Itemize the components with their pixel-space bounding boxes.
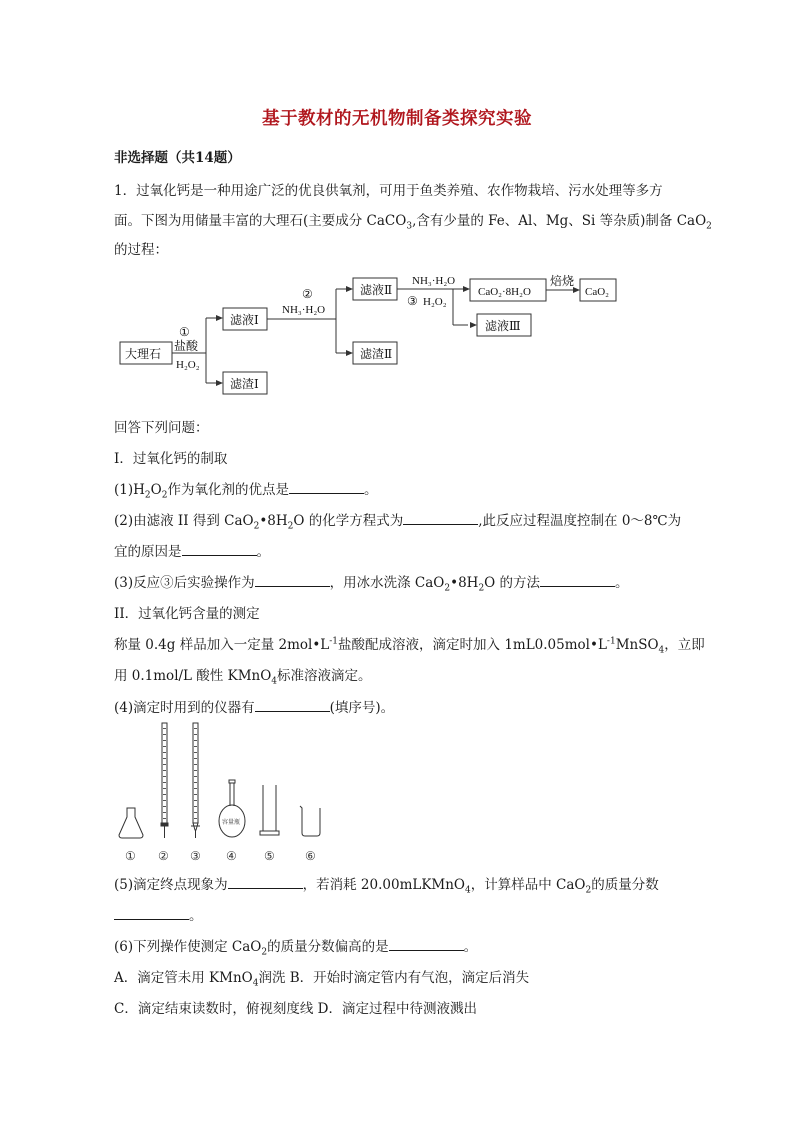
flow-step1-reagent-b: H₂O₂ [176,359,200,371]
beaker-icon [300,806,320,836]
measurement-line2: 用 0.1mol/L 酸性 KMnO$_4$标准溶液滴定。 [114,668,372,687]
question-1-6: (6)下列操作使测定 CaO$_2$的质量分数偏高的是 。 [114,935,477,955]
conical-flask-icon [119,808,143,838]
flow-node-final: CaO₂ [585,286,609,298]
question-1-3: (3)反应③后实验操作为 ，用冰水洗涤 $CaO_2•8H_2O$ 的方法 。 [114,571,629,591]
volumetric-flask-icon [219,780,245,837]
answer-blank-2b[interactable] [182,541,257,556]
section-header: 非选择题（共14题） [114,150,241,166]
flow-step3-reagent-a: NH₃·H₂O [412,275,456,287]
answer-prompt: 回答下列问题： [114,420,209,436]
burette-scale-ticks [163,728,197,819]
page-title: 基于教材的无机物制备类探究实验 [262,109,532,129]
answer-blank-3a[interactable] [255,572,330,587]
apparatus-label-5: ⑤ [264,849,275,863]
question-1-2-line2: 宜的原因是 。 [114,540,270,560]
flow-node-residue2: 滤渣Ⅱ [360,347,393,361]
flow-node-residue1: 滤渣Ⅰ [230,377,259,391]
apparatus-label-6: ⑥ [305,849,316,863]
answer-blank-1[interactable] [289,479,364,494]
answer-blank-3b[interactable] [540,572,615,587]
question-1-1: $(1)H_2O_2$作为氧化剂的优点是 。 [114,478,377,498]
apparatus-label-1: ① [125,849,136,863]
answer-blank-5a[interactable] [228,874,303,889]
process-flowchart [110,268,630,403]
flow-step4-label: 焙烧 [550,274,575,288]
part-2-header: II．过氧化钙含量的测定 [114,606,260,622]
flow-step2-number: ② [302,287,313,301]
flow-step3-reagent-b: H₂O₂ [423,296,447,308]
flow-step1-number: ① [179,325,190,339]
answer-blank-6[interactable] [389,936,464,951]
answer-blank-4[interactable] [255,697,330,712]
question-1-5-line2: 。 [114,904,203,924]
measurement-line1: 称量 0.4g 样品加入一定量 $2mol•L^{-1}$盐酸配成溶液，滴定时加入 $1mL0.05mol•L^{-1}MnSO_4$，立即 [114,636,705,656]
question-1-intro-line2: 面。下图为用储量丰富的大理石(主要成分 CaCO$_3$,含有少量的 Fe、Al、Mg、Si 等杂质)制备 CaO$_2$ [114,213,712,232]
volumetric-flask-label: 容量瓶 [222,820,241,826]
question-1-4: (4)滴定时用到的仪器有 (填序号)。 [114,696,394,716]
question-1-2-line1: (2)由滤液 II 得到 $CaO_2•8H_2O$ 的化学方程式为 ,此反应过程温度控制在 0～8℃为 [114,509,681,529]
flow-node-hydrate: CaO₂·8H₂O [478,286,531,298]
answer-blank-5b[interactable] [114,905,189,920]
flow-node-filtrate2: 滤液Ⅱ [360,283,393,297]
apparatus-label-4: ④ [226,849,237,863]
options-line1: A．滴定管未用 KMnO$_4$润洗 B．开始时滴定管内有气泡，滴定后消失 [114,970,530,989]
question-1-5-line1: (5)滴定终点现象为 ，若消耗 20.00mLKMnO$_4$，计算样品中 CaO$_2$的质量分数 [114,873,659,893]
apparatus-label-2: ② [158,849,169,863]
answer-blank-2a[interactable] [403,510,478,525]
question-1-intro-line1: 1．过氧化钙是一种用途广泛的优良供氧剂，可用于鱼类养殖、农作物栽培、污水处理等多方 [114,183,663,199]
flow-step1-reagent-a: 盐酸 [174,339,199,353]
flow-node-filtrate3: 滤液Ⅲ [485,319,521,333]
flow-step2-reagent: NH₃·H₂O [282,304,326,316]
graduated-cylinder-icon [260,785,279,835]
part-1-header: I．过氧化钙的制取 [114,451,228,467]
flow-step3-number: ③ [407,294,418,308]
question-1-intro-line3: 的过程： [114,242,168,258]
apparatus-figure [112,720,332,865]
options-line2: C．滴定结束读数时，俯视刻度线 D．滴定过程中待测液溅出 [114,1001,477,1017]
apparatus-label-3: ③ [190,849,201,863]
flow-node-start: 大理石 [125,347,162,361]
flow-node-filtrate1: 滤液Ⅰ [230,313,259,327]
